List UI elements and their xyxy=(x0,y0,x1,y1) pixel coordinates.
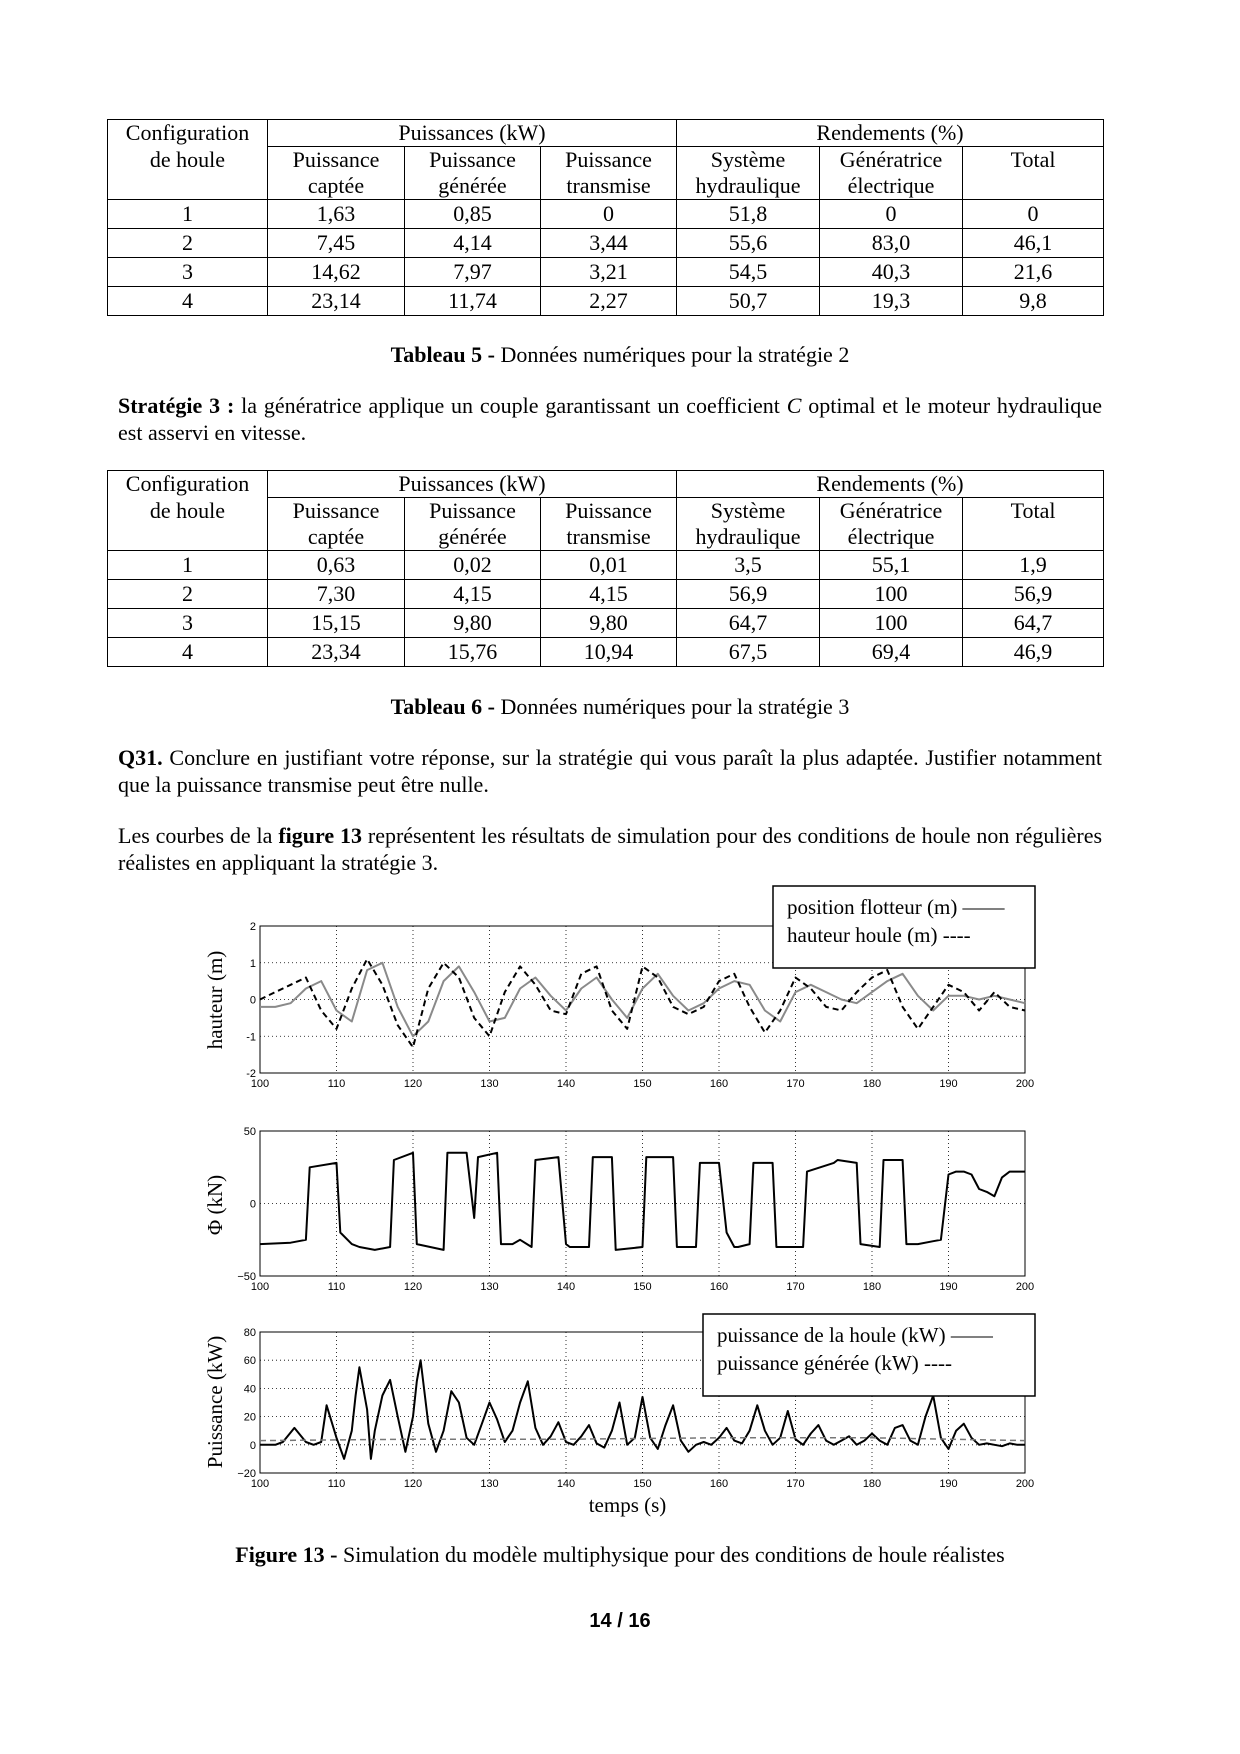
header-hydraulique: Système hydraulique xyxy=(677,147,820,200)
x-tick-label: 140 xyxy=(556,1078,576,1090)
table-cell: 0,85 xyxy=(405,200,541,229)
x-tick-label: 140 xyxy=(556,1281,576,1293)
x-tick-label: 180 xyxy=(862,1078,882,1090)
table-cell: 15,15 xyxy=(268,609,405,638)
table-cell: 4 xyxy=(108,287,268,316)
table-cell: 23,34 xyxy=(268,638,405,667)
table-cell: 0,01 xyxy=(541,551,677,580)
x-tick-label: 160 xyxy=(709,1478,729,1490)
x-tick-label: 170 xyxy=(786,1281,805,1293)
table-cell: 3 xyxy=(108,258,268,287)
table-cell: 0 xyxy=(820,200,963,229)
table-cell: 2,27 xyxy=(541,287,677,316)
table-cell: 54,5 xyxy=(677,258,820,287)
table-cell: 0 xyxy=(541,200,677,229)
table-6-caption: Tableau 6 - Données numériques pour la stratégie 3 xyxy=(390,694,850,719)
table-cell: 1 xyxy=(108,551,268,580)
page-number: 14 / 16 xyxy=(589,1610,651,1632)
y-tick-label: 40 xyxy=(243,1383,256,1396)
figure-13-caption: Figure 13 - Simulation du modèle multiphysique pour des conditions de houle réalistes xyxy=(235,1542,1005,1567)
y-tick-label: 0 xyxy=(249,994,256,1007)
chart-panel-2 xyxy=(203,1126,1034,1293)
legend-entry: puissance générée (kW) ---- xyxy=(717,1351,952,1375)
table-cell: 2 xyxy=(108,580,268,609)
y-tick-label: −50 xyxy=(237,1271,256,1283)
header-rendements: Rendements (%) xyxy=(677,120,1104,147)
y-axis-label: hauteur (m) xyxy=(203,950,227,1050)
x-tick-label: 160 xyxy=(709,1078,729,1090)
table-cell: 23,14 xyxy=(268,287,405,316)
x-tick-label: 110 xyxy=(327,1078,346,1090)
header-captee: Puissance captée xyxy=(268,147,405,200)
y-tick-label: -1 xyxy=(246,1031,256,1044)
x-tick-label: 140 xyxy=(556,1478,576,1490)
table-5-caption: Tableau 5 - Données numériques pour la stratégie 2 xyxy=(390,342,850,367)
x-tick-label: 190 xyxy=(939,1281,958,1293)
x-tick-label: 130 xyxy=(480,1281,499,1293)
table-cell: 40,3 xyxy=(820,258,963,287)
header-transmise: Puissance transmise xyxy=(541,147,677,200)
x-tick-label: 190 xyxy=(939,1478,958,1490)
x-tick-label: 180 xyxy=(862,1281,882,1293)
table-cell: 3 xyxy=(108,609,268,638)
table-cell: 21,6 xyxy=(963,258,1104,287)
y-tick-label: 2 xyxy=(249,921,256,933)
x-tick-label: 120 xyxy=(403,1281,423,1293)
table-cell: 7,30 xyxy=(268,580,405,609)
table-cell: 1,9 xyxy=(963,551,1104,580)
table-cell: 7,45 xyxy=(268,229,405,258)
header-total: Total xyxy=(963,147,1104,200)
x-tick-label: 170 xyxy=(786,1078,805,1090)
table-cell: 56,9 xyxy=(677,580,820,609)
chart-panel-1 xyxy=(203,886,1035,1090)
y-tick-label: −20 xyxy=(237,1468,256,1480)
x-tick-label: 120 xyxy=(403,1478,423,1490)
x-tick-label: 150 xyxy=(633,1281,652,1293)
x-tick-label: 170 xyxy=(786,1478,805,1490)
header-transmise: Puissance transmise xyxy=(541,498,677,551)
table-cell: 4,15 xyxy=(405,580,541,609)
x-tick-label: 180 xyxy=(862,1478,882,1490)
table-cell: 46,1 xyxy=(963,229,1104,258)
x-tick-label: 100 xyxy=(250,1478,270,1490)
table-cell: 3,21 xyxy=(541,258,677,287)
table-cell: 55,1 xyxy=(820,551,963,580)
x-tick-label: 110 xyxy=(327,1478,346,1490)
header-puissances: Puissances (kW) xyxy=(268,120,677,147)
header-hydraulique: Système hydraulique xyxy=(677,498,820,551)
table-cell: 55,6 xyxy=(677,229,820,258)
x-tick-label: 130 xyxy=(480,1478,499,1490)
header-captee: Puissance captée xyxy=(268,498,405,551)
header-total: Total xyxy=(963,498,1104,551)
table-cell: 0,02 xyxy=(405,551,541,580)
y-tick-label: 80 xyxy=(243,1327,256,1339)
x-tick-label: 200 xyxy=(1015,1478,1035,1490)
table-cell: 0,63 xyxy=(268,551,405,580)
table-cell: 3,5 xyxy=(677,551,820,580)
table-cell: 1 xyxy=(108,200,268,229)
table-cell: 11,74 xyxy=(405,287,541,316)
table-cell: 9,80 xyxy=(405,609,541,638)
table-cell: 7,97 xyxy=(405,258,541,287)
header-config: Configuration xyxy=(108,471,268,498)
x-tick-label: 130 xyxy=(480,1078,499,1090)
table-cell: 0 xyxy=(963,200,1104,229)
table-cell: 2 xyxy=(108,229,268,258)
table-cell: 15,76 xyxy=(405,638,541,667)
header-generee: Puissance générée xyxy=(405,498,541,551)
header-generee: Puissance générée xyxy=(405,147,541,200)
x-tick-label: 150 xyxy=(633,1078,652,1090)
table-cell: 83,0 xyxy=(820,229,963,258)
table-cell: 4,15 xyxy=(541,580,677,609)
y-tick-label: 1 xyxy=(249,957,256,970)
table-cell: 14,62 xyxy=(268,258,405,287)
intro-paragraph: Les courbes de la figure 13 représentent les résultats de simulation pour des conditions de houle non régulières réalistes en appliquant la stratégie 3. xyxy=(118,823,1103,875)
table-cell: 4 xyxy=(108,638,268,667)
table-cell: 9,8 xyxy=(963,287,1104,316)
y-tick-label: -2 xyxy=(246,1068,256,1080)
y-tick-label: 0 xyxy=(249,1198,256,1211)
x-axis-label: temps (s) xyxy=(588,1493,667,1517)
x-tick-label: 120 xyxy=(403,1078,423,1090)
table-cell: 51,8 xyxy=(677,200,820,229)
header-puissances: Puissances (kW) xyxy=(268,471,677,498)
y-axis-label: Φ (kN) xyxy=(203,1174,227,1236)
y-tick-label: 20 xyxy=(243,1411,256,1424)
table-cell: 4,14 xyxy=(405,229,541,258)
table-cell: 69,4 xyxy=(820,638,963,667)
x-tick-label: 190 xyxy=(939,1078,958,1090)
header-electrique: Génératrice électrique xyxy=(820,147,963,200)
x-tick-label: 150 xyxy=(633,1478,652,1490)
table-cell: 3,44 xyxy=(541,229,677,258)
table-cell: 10,94 xyxy=(541,638,677,667)
x-tick-label: 160 xyxy=(709,1281,729,1293)
legend-entry: puissance de la houle (kW) —— xyxy=(717,1323,993,1347)
chart-panel-3 xyxy=(203,1314,1035,1517)
x-tick-label: 110 xyxy=(327,1281,346,1293)
x-tick-label: 100 xyxy=(250,1281,270,1293)
table-cell: 1,63 xyxy=(268,200,405,229)
y-axis-label: Puissance (kW) xyxy=(203,1335,227,1469)
q31-paragraph: Q31. Conclure en justifiant votre réponse, sur la stratégie qui vous paraît la plus adaptée. Justifier notamment que la puissance transmise peut être nulle. xyxy=(118,745,1102,797)
header-rendements: Rendements (%) xyxy=(677,471,1104,498)
y-tick-label: 50 xyxy=(243,1126,256,1138)
table-cell: 19,3 xyxy=(820,287,963,316)
table-cell: 46,9 xyxy=(963,638,1104,667)
header-electrique: Génératrice électrique xyxy=(820,498,963,551)
legend-entry: hauteur houle (m) ---- xyxy=(787,923,971,947)
table-cell: 100 xyxy=(820,609,963,638)
table-cell: 64,7 xyxy=(963,609,1104,638)
table-cell: 50,7 xyxy=(677,287,820,316)
table-cell: 100 xyxy=(820,580,963,609)
strategy-3-paragraph: Stratégie 3 : la génératrice applique un couple garantissant un coefficient C optimal et le moteur hydraulique est asservi en vitesse. xyxy=(118,393,1102,445)
x-tick-label: 200 xyxy=(1015,1281,1035,1293)
header-config: Configuration xyxy=(108,120,268,147)
table-cell: 67,5 xyxy=(677,638,820,667)
header-config-2: de houle xyxy=(108,498,268,551)
table-cell: 64,7 xyxy=(677,609,820,638)
table-cell: 56,9 xyxy=(963,580,1104,609)
x-tick-label: 200 xyxy=(1015,1078,1035,1090)
x-tick-label: 100 xyxy=(250,1078,270,1090)
legend-entry: position flotteur (m) —— xyxy=(787,895,1005,919)
y-tick-label: 0 xyxy=(249,1439,256,1452)
y-tick-label: 60 xyxy=(243,1355,256,1368)
table-cell: 9,80 xyxy=(541,609,677,638)
header-config-2: de houle xyxy=(108,147,268,200)
